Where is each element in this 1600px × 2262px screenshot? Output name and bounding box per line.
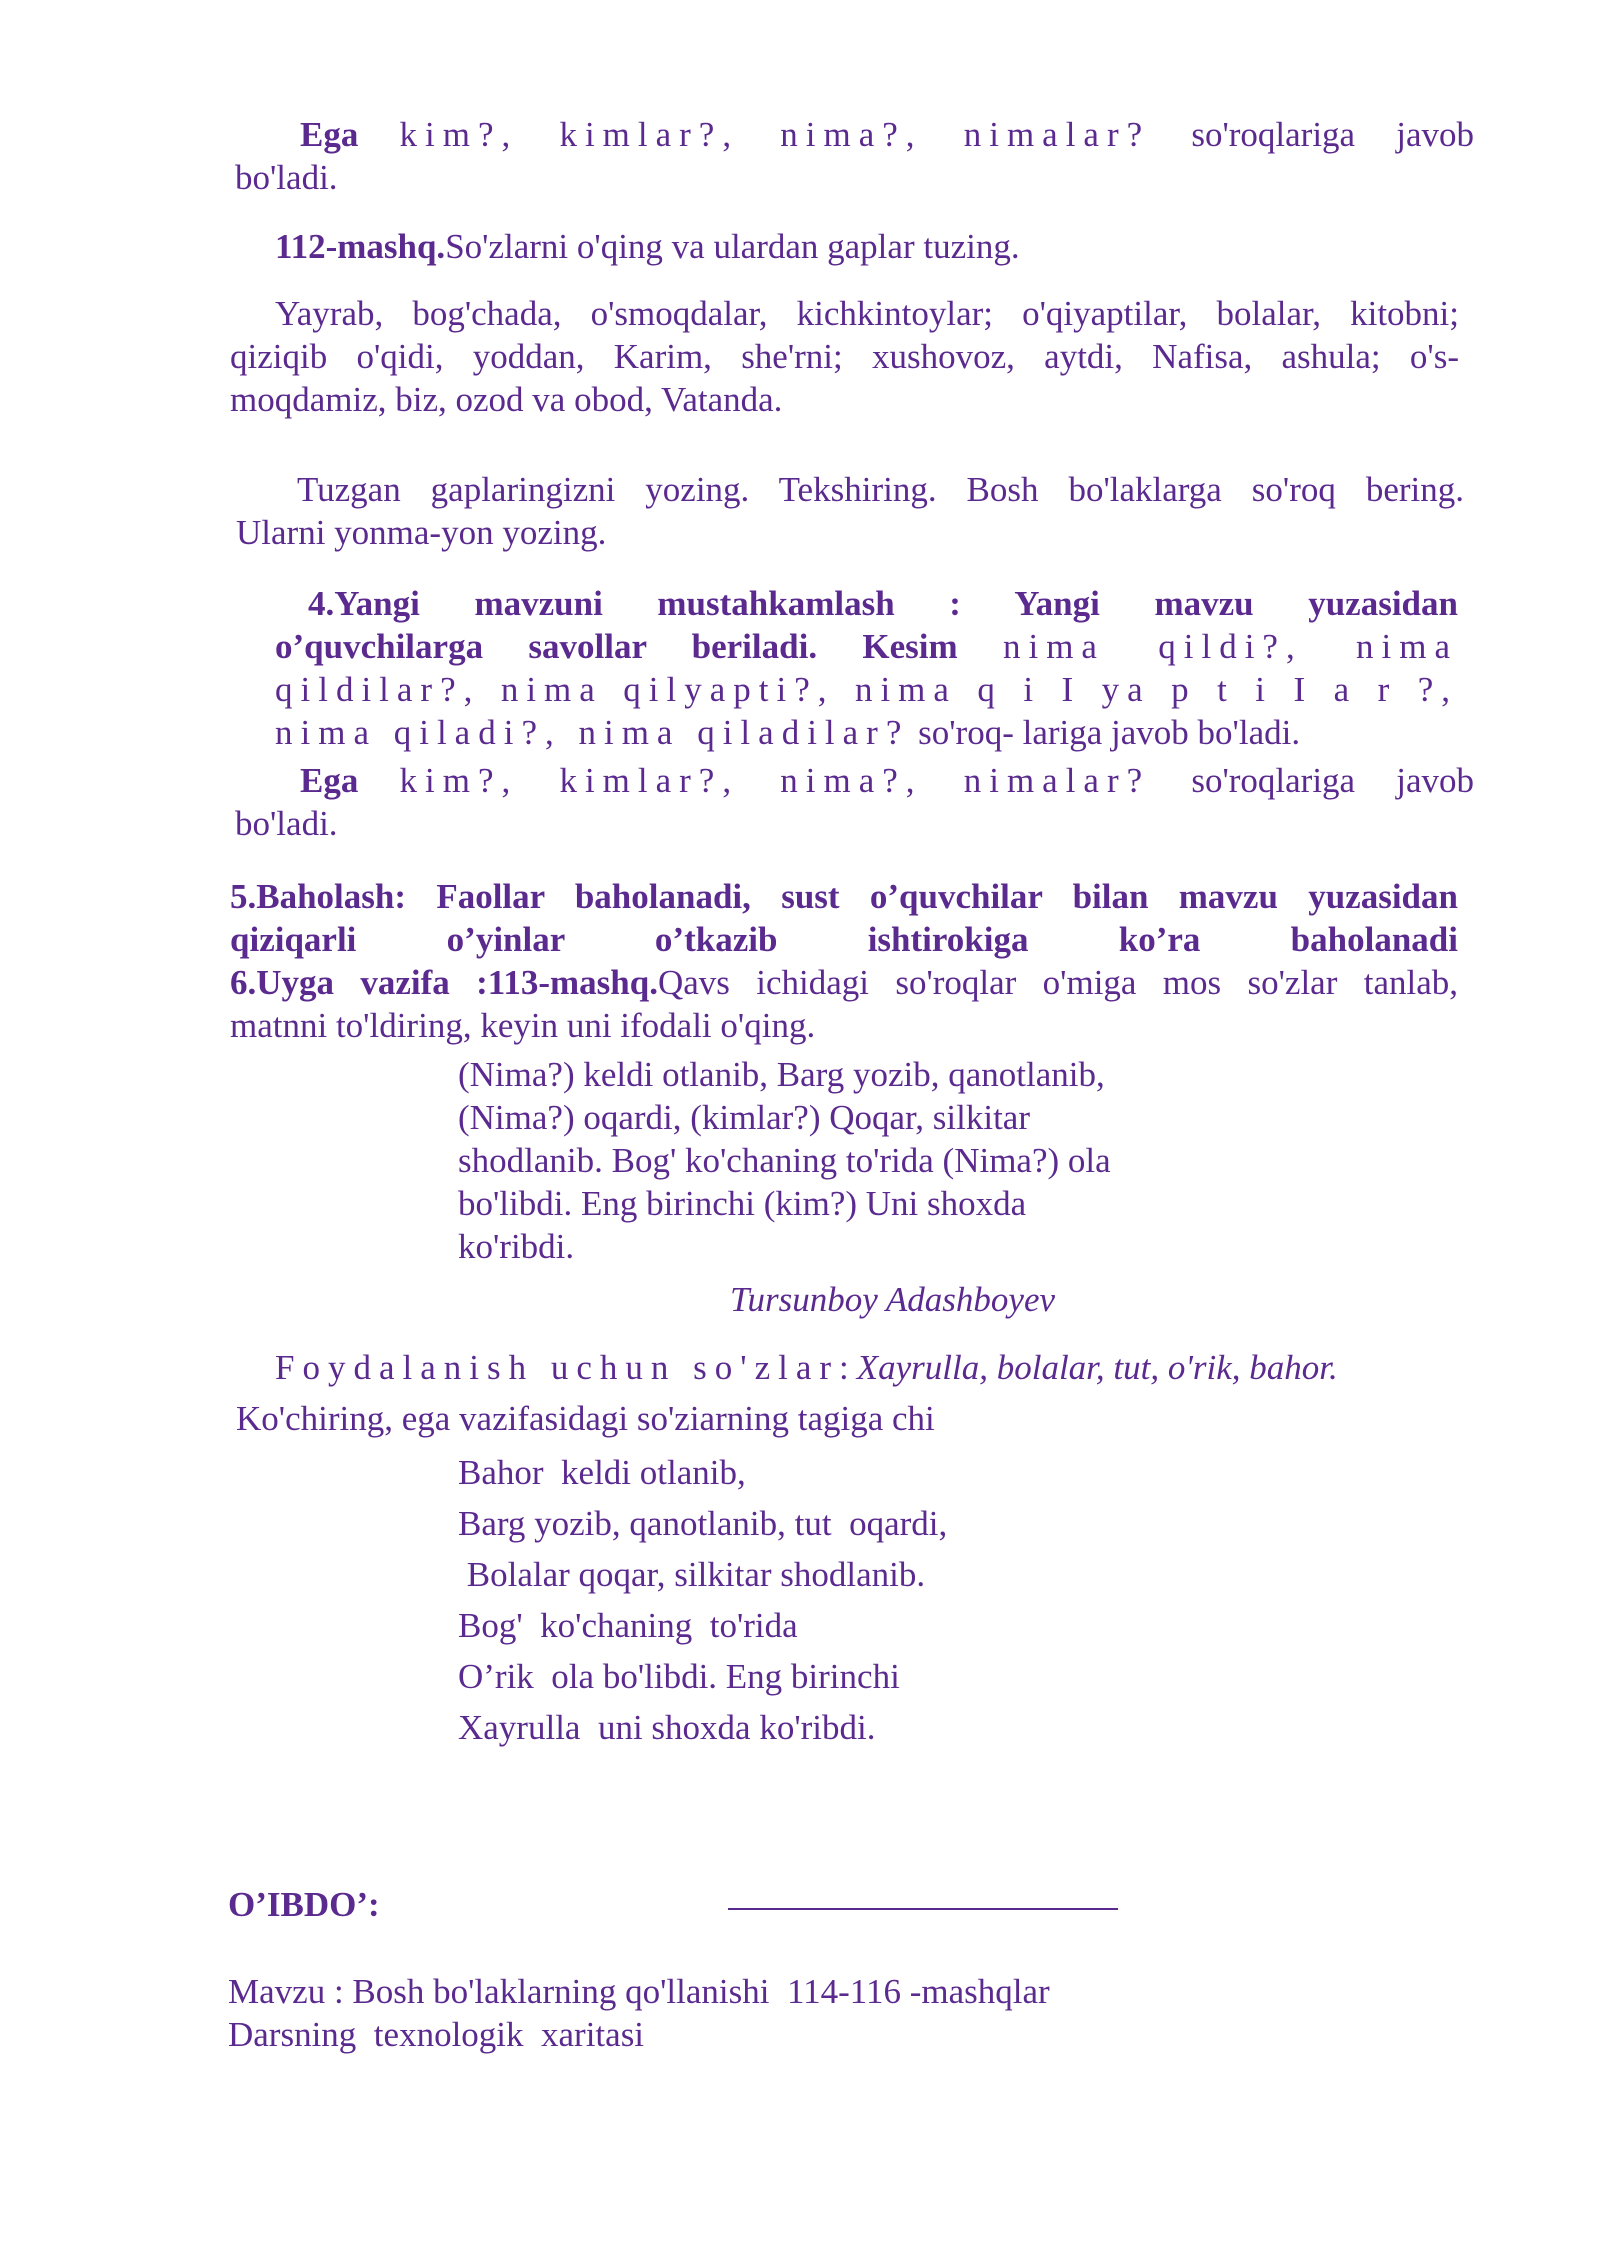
- poem-1: [0, 1053, 1600, 1268]
- foydalanish-words: Xayrulla, bolalar, tut, o'rik, bahor.: [856, 1348, 1338, 1387]
- section-6-line2: matnni to'ldiring, keyin uni ifodali o'qing.: [230, 1006, 816, 1045]
- poem-2-line: O’rik ola bo'libdi. Eng birinchi: [458, 1657, 900, 1696]
- poem-1-line: bo'libdi. Eng birinchi (kim?) Uni shoxda: [458, 1184, 1027, 1223]
- section-6-label: 6.Uyga vazifa :113-mashq.: [230, 963, 658, 1002]
- question-nimalar-2: nimalar?: [963, 761, 1151, 800]
- poem-2-line: Barg yozib, qanotlanib, tut oqardi,: [458, 1504, 948, 1543]
- exercise-112: [275, 225, 1600, 268]
- kesim-questions-2: qildilar?, nima qilyapti?, nima q i I ya p t i I a r ?,: [275, 670, 1458, 709]
- kesim-label: Kesim: [862, 627, 958, 666]
- kesim-questions-3: nima qiladi?, nima qiladilar?: [275, 713, 910, 752]
- poem-2-line: Bolalar qoqar, silkitar shodlanib.: [458, 1555, 926, 1594]
- question-kimlar-2: kimlar?,: [559, 761, 740, 800]
- words-line-2: qiziqib o'qidi, yoddan, Karim, she'rni; xushovoz, aytdi, Nafisa, ashula; o's-: [230, 337, 1459, 376]
- oibdo-label: O’IBDO’:: [228, 1885, 380, 1924]
- ega-line2-2: bo'ladi.: [235, 804, 338, 843]
- question-nima-2: nima?,: [780, 761, 923, 800]
- section-4: [0, 582, 1600, 754]
- foydalanish-line: [275, 1346, 1600, 1389]
- kesim-tail: so'roq- lariga javob bo'ladi.: [918, 713, 1301, 752]
- kesim-questions-1: nima qildi?, nima: [1002, 627, 1459, 666]
- words-line-1: Yayrab, bog'chada, o'smoqdalar, kichkintoylar; o'qiyaptilar, bolalar, kitobni;: [275, 294, 1459, 333]
- section-6: [230, 961, 1458, 1004]
- poem-2-line: Bog' ko'chaning to'rida: [458, 1606, 798, 1645]
- section-6-text: Qavs ichidagi so'roqlar o'miga mos so'zlar tanlab,: [657, 963, 1458, 1002]
- ega-tail: so'roqlariga javob: [1191, 115, 1475, 154]
- ega-label: Ega: [300, 115, 359, 154]
- poem-1-line: (Nima?) oqardi, (kimlar?) Qoqar, silkitar: [458, 1098, 1030, 1137]
- poem-1-line: shodlanib. Bog' ko'chaning to'rida (Nima?) ola: [458, 1141, 1111, 1180]
- instruction-line-2: Ularni yonma-yon yozing.: [236, 513, 607, 552]
- darsning-line: Darsning texnologik xaritasi: [228, 2015, 645, 2054]
- words-line-3: moqdamiz, biz, ozod va obod, Vatanda.: [230, 380, 783, 419]
- instruction-line-1: Tuzgan gaplaringizni yozing. Tekshiring. Bosh bo'laklarga so'roq bering.: [297, 470, 1464, 509]
- question-kimlar: kimlar?,: [559, 115, 740, 154]
- words-paragraph: [0, 292, 1600, 421]
- exercise-112-label: 112-mashq.: [275, 227, 446, 266]
- copy-instruction: Ko'chiring, ega vazifasidagi so'ziarning tagiga chi: [236, 1399, 935, 1438]
- section-5-line2: qiziqarli o’yinlar o’tkazib ishtirokiga ko’ra baholanadi: [230, 920, 1458, 959]
- question-nimalar: nimalar?: [963, 115, 1151, 154]
- mavzu-line: Mavzu : Bosh bo'laklarning qo'llanishi 114-116 -mashqlar: [228, 1972, 1050, 2011]
- ega-block-2: [0, 759, 1600, 845]
- ega-line2: bo'ladi.: [235, 158, 338, 197]
- foydalanish-label: Foydalanish uchun so'zlar:: [275, 1348, 857, 1387]
- ega-block-1: [0, 113, 1600, 199]
- poem-2: [0, 1447, 1600, 1753]
- question-kim-2: kim?,: [399, 761, 519, 800]
- question-nima: nima?,: [780, 115, 923, 154]
- poem-author: Tursunboy Adashboyev: [730, 1280, 1056, 1319]
- question-kim: kim?,: [399, 115, 519, 154]
- section-5-heading: 5.Baholash: Faollar baholanadi, sust o’quvchilar bilan mavzu yuzasidan: [230, 877, 1458, 916]
- ega-tail-2: so'roqlariga javob: [1191, 761, 1475, 800]
- section-4-line2-bold: o’quvchilarga savollar beriladi.: [275, 627, 818, 666]
- instruction-paragraph: [0, 468, 1600, 554]
- signature-line: [728, 1908, 1118, 1910]
- section-5: [0, 875, 1600, 1047]
- poem-2-line: Xayrulla uni shoxda ko'ribdi.: [458, 1708, 876, 1747]
- ega-label-2: Ega: [300, 761, 359, 800]
- exercise-112-text: So'zlarni o'qing va ulardan gaplar tuzing.: [445, 227, 1020, 266]
- poem-2-line: Bahor keldi otlanib,: [458, 1453, 746, 1492]
- poem-1-line: (Nima?) keldi otlanib, Barg yozib, qanotlanib,: [458, 1055, 1105, 1094]
- poem-1-line: ko'ribdi.: [458, 1227, 575, 1266]
- section-4-heading: 4.Yangi mavzuni mustahkamlash : Yangi mavzu yuzasidan: [308, 584, 1458, 623]
